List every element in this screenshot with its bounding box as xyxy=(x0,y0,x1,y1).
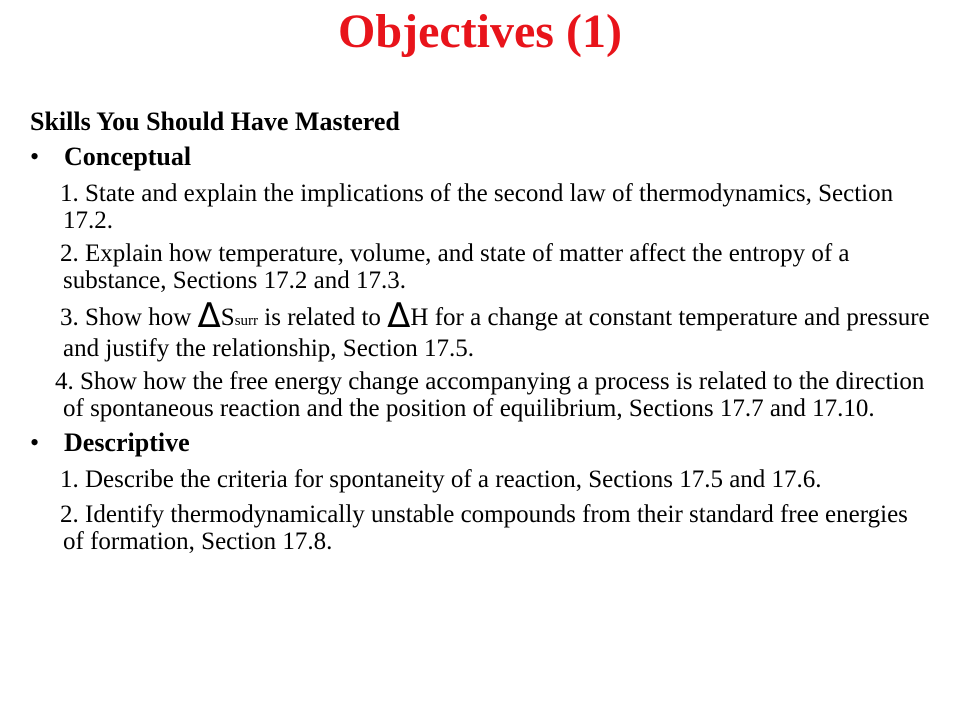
item-text-part: Show how xyxy=(85,304,198,331)
item-number: 1. xyxy=(60,466,79,493)
entropy-symbol: S xyxy=(220,304,235,331)
section-heading-descriptive xyxy=(30,426,930,460)
conceptual-item-1 xyxy=(30,180,930,234)
conceptual-item-3 xyxy=(30,296,930,362)
skills-heading: Skills You Should Have Mastered xyxy=(30,107,400,136)
item-text: Identify thermodynamically unstable compounds from their standard free energies of formation, Section 17.8. xyxy=(63,501,908,555)
slide-title: Objectives (1) xyxy=(338,5,622,58)
item-text: Explain how temperature, volume, and state of matter affect the entropy of a substance, Sections 17.2 and 17.3. xyxy=(63,240,850,294)
bullet-icon: • xyxy=(30,428,40,457)
item-text-part: is related to xyxy=(258,304,388,331)
item-number: 1. xyxy=(60,180,79,207)
surr-subscript: surr xyxy=(234,313,259,329)
section-heading-label: Conceptual xyxy=(64,142,192,171)
conceptual-item-2 xyxy=(30,240,930,294)
item-number: 2. xyxy=(60,501,79,528)
item-text: State and explain the implications of the second law of thermodynamics, Section 17.2. xyxy=(63,180,894,234)
slide-content xyxy=(30,106,930,555)
section-heading-label: Descriptive xyxy=(64,428,190,457)
item-text-part: H for a change at constant temperature and pressure and justify the relationship, Section 17.5. xyxy=(63,304,930,362)
section-heading-conceptual xyxy=(30,140,930,174)
item-text: Show how the free energy change accompanying a process is related to the direction of spontaneous reaction and the position of equilibrium, Sections 17.7 and 17.10. xyxy=(63,368,925,422)
item-number: 2. xyxy=(60,240,79,267)
delta-symbol: Δ xyxy=(387,296,411,336)
descriptive-item-1 xyxy=(30,466,930,493)
bullet-icon: • xyxy=(30,142,40,171)
item-number: 4. xyxy=(55,368,74,395)
conceptual-item-4 xyxy=(30,368,930,422)
item-number: 3. xyxy=(60,304,79,331)
item-text: Describe the criteria for spontaneity of a reaction, Sections 17.5 and 17.6. xyxy=(85,466,822,493)
delta-symbol: Δ xyxy=(197,296,221,336)
descriptive-item-2 xyxy=(30,501,930,555)
